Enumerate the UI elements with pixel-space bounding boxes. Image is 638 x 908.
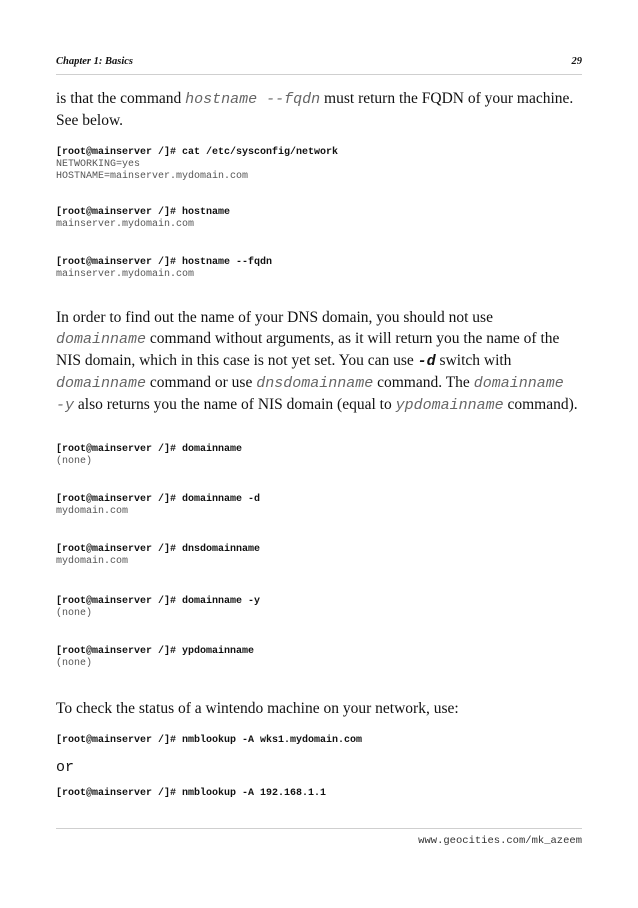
inline-code: -y [56,397,75,414]
command-output: mydomain.com [56,506,129,517]
text-run: switch with [435,352,512,369]
text-run: also returns you the name of NIS domain (equal to [74,396,396,413]
command-line: [root@mainserver /]# hostname [56,207,231,218]
command-output: mainserver.mydomain.com [56,219,195,230]
footer-rule [56,828,582,829]
header-rule [56,74,582,75]
command-output: (none) [56,658,93,669]
inline-code: dnsdomainname [256,375,374,392]
command-line: [root@mainserver /]# domainname -y [56,596,261,607]
command-line: [root@mainserver /]# dnsdomainname [56,544,261,555]
text-run: command without arguments, as it will return you the name of the [146,330,560,347]
nmblookup-paragraph: To check the status of a wintendo machine on your network, use: [56,700,459,717]
command-output: HOSTNAME=mainserver.mydomain.com [56,171,249,182]
intro-paragraph [56,88,582,131]
chapter-header: Chapter 1: Basics [56,56,134,67]
text-run: must return the FQDN of your machine. [320,90,574,107]
inline-code: hostname --fqdn [185,91,321,108]
command-line: [root@mainserver /]# nmblookup -A wks1.mydomain.com [56,735,363,746]
page-body [56,88,582,800]
domain-paragraph [56,307,582,416]
command-output: (none) [56,456,93,467]
command-line: [root@mainserver /]# hostname --fqdn [56,257,273,268]
text-run: NIS domain, which in this case is not yet set. You can use [56,352,418,369]
text-run: See below. [56,112,124,129]
text-run: is that the command [56,90,186,107]
inline-code: ypdomainname [395,397,504,414]
command-line: [root@mainserver /]# nmblookup -A 192.168.1.1 [56,788,327,799]
inline-code: domainname [473,375,564,392]
text-run: command. The [373,374,474,391]
page-number: 29 [571,56,582,67]
command-output: mainserver.mydomain.com [56,269,195,280]
command-output: mydomain.com [56,556,129,567]
inline-code: domainname [56,375,147,392]
command-output: (none) [56,608,93,619]
text-run: command or use [146,374,257,391]
command-output: NETWORKING=yes [56,159,141,170]
text-run: In order to find out the name of your DNS domain, you should not use [56,309,493,326]
text-run: command). [503,396,578,413]
command-line: [root@mainserver /]# domainname -d [56,494,261,505]
command-line: [root@mainserver /]# cat /etc/sysconfig/network [56,147,339,158]
command-line: [root@mainserver /]# domainname [56,444,243,455]
inline-code: domainname [56,331,147,348]
footer-url: www.geocities.com/mk_azeem [418,835,582,847]
command-line: [root@mainserver /]# ypdomainname [56,646,255,657]
or-text: or [56,759,75,776]
inline-code: -d [417,353,436,370]
